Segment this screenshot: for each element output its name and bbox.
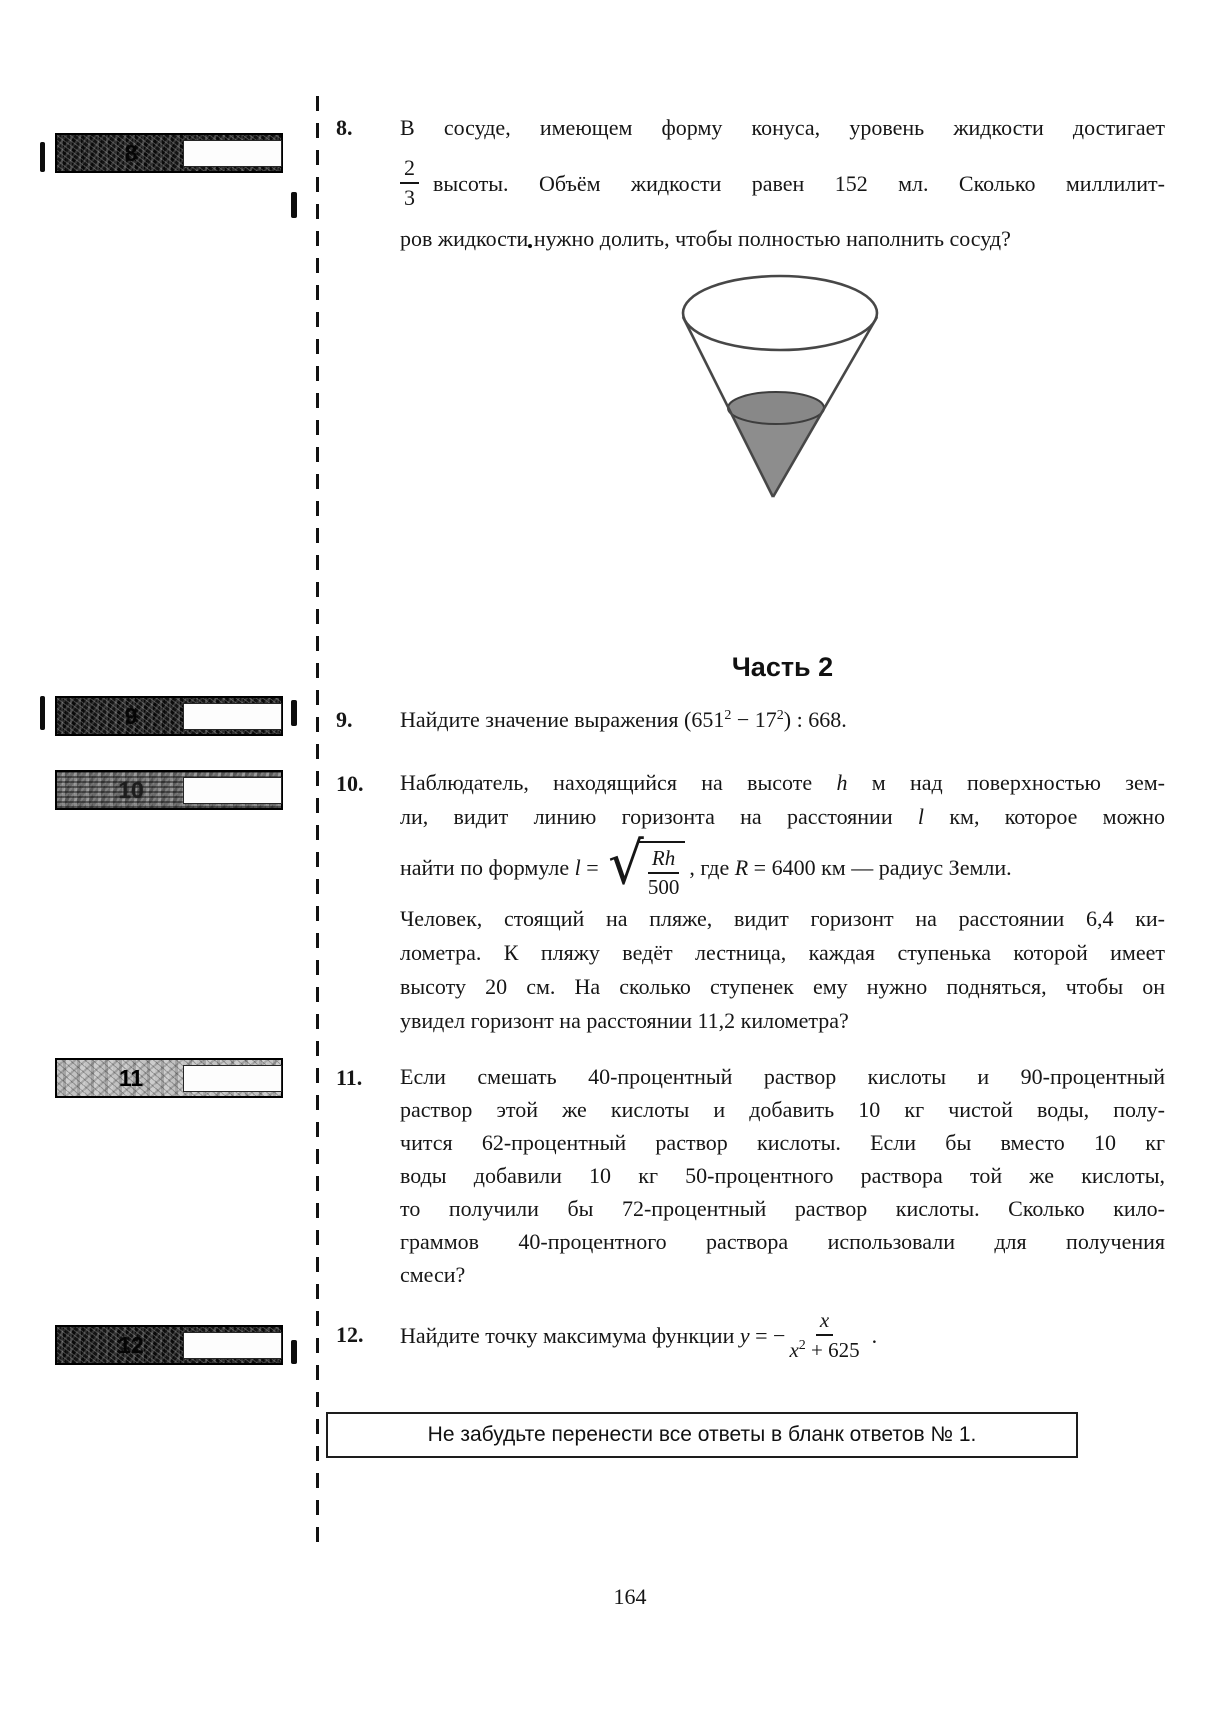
- text-line: Если смешать 40-процентный раствор кислоты и 90-процентный: [400, 1064, 1165, 1089]
- answer-box-12: [55, 1325, 283, 1365]
- text-line: ров жидкости нужно долить, чтобы полностью наполнить сосуд?: [400, 226, 1011, 251]
- math-var-R: R: [734, 855, 749, 880]
- text-line: высоту 20 см. На сколько ступенек ему нужно подняться, чтобы он: [400, 974, 1165, 999]
- text-line: смеси?: [400, 1262, 466, 1287]
- text-line: граммов 40-процентного раствора использовали для получения: [400, 1229, 1165, 1254]
- text-line: В сосуде, имеющем форму конуса, уровень жидкости достигает: [400, 115, 1165, 140]
- problem-8: [332, 110, 1165, 256]
- problem-12: [332, 1302, 1165, 1368]
- answer-box-8: [55, 133, 283, 173]
- answer-slot: [183, 703, 282, 730]
- page-number: 164: [613, 1584, 647, 1609]
- text-line: раствор этой же кислоты и добавить 10 кг чистой воды, полу-: [400, 1097, 1165, 1122]
- problem-9: [332, 702, 1165, 737]
- scan-artifact: [291, 192, 297, 218]
- math-var-l: l: [574, 855, 581, 880]
- dashed-fold-line: [316, 96, 319, 1548]
- answer-slot: [183, 1065, 282, 1092]
- math-var-h: h: [836, 770, 848, 795]
- scan-artifact: [291, 700, 297, 726]
- cone-figure: [615, 250, 945, 515]
- answer-box-number: 11: [118, 1065, 144, 1091]
- problem-number: 9.: [336, 707, 353, 732]
- text-line: воды добавили 10 кг 50-процентного раствора той же кислоты,: [400, 1163, 1165, 1188]
- text-line: увидел горизонт на расстоянии 11,2 километра?: [400, 1008, 849, 1033]
- scan-artifact: [40, 696, 45, 730]
- formula-line: найти по формуле l = √ $\frac{Rh}{500}$ , где R = 6400 км — радиус Земли.: [400, 830, 1012, 899]
- formula-line: Найдите точку максимума функции y = − $\frac{x}{x^2 + 625}$ .: [400, 1308, 878, 1362]
- reminder-note-text: Не забудьте перенести все ответы в бланк ответов № 1.: [427, 1423, 977, 1446]
- text-line: Найдите значение выражения $(651^2 - 17^2)$ : 668.: [400, 707, 847, 732]
- radical-sign: √: [608, 830, 644, 899]
- answer-slot: [183, 140, 282, 167]
- superscript: 2: [724, 708, 732, 723]
- answer-box-10: [55, 770, 283, 810]
- superscript: 2: [776, 708, 784, 723]
- text-line: то получили бы 72-процентный раствор кислоты. Сколько кило-: [400, 1196, 1165, 1221]
- answer-box-9: [55, 696, 283, 736]
- text-line: ли, видит линию горизонта на расстоянии l км, которое можно: [400, 804, 1166, 829]
- reminder-note-box: [326, 1412, 1078, 1458]
- scan-artifact: [291, 1340, 297, 1364]
- text-line: лометра. К пляжу ведёт лестница, каждая ступенька которой имеет: [400, 940, 1165, 965]
- math-var-l: l: [917, 804, 925, 829]
- fraction-x-over-x2-625: $\frac{x}{x^2 + 625}$: [789, 1308, 860, 1362]
- problem-number: 8.: [336, 115, 353, 140]
- answer-slot: [183, 777, 282, 804]
- section-heading-part-2: Часть 2: [731, 652, 834, 682]
- superscript: 2: [798, 1338, 806, 1353]
- math-var-y: y: [739, 1322, 750, 1348]
- problem-10: [332, 766, 1165, 1038]
- text-line: Наблюдатель, находящийся на высоте h м над поверхностью зем-: [400, 770, 1166, 795]
- problem-11: [332, 1060, 1165, 1291]
- answer-box-number: 12: [118, 1332, 144, 1358]
- fraction-two-thirds: $\frac{2}{3}$: [400, 155, 419, 211]
- text-line: Человек, стоящий на пляже, видит горизонт на расстоянии 6,4 ки-: [400, 906, 1165, 931]
- answer-box-11: [55, 1058, 283, 1098]
- sqrt-formula: [608, 830, 685, 900]
- answer-box-number: 8: [124, 140, 138, 166]
- problem-number: 11.: [336, 1065, 363, 1090]
- problem-number: 10.: [336, 771, 364, 796]
- text-line: высоты. Объём жидкости равен 152 мл. Сколько миллилит-: [433, 170, 1165, 196]
- text-line: [400, 145, 1165, 221]
- answer-box-number: 10: [118, 777, 144, 803]
- scan-artifact: [40, 142, 45, 172]
- answer-box-number: 9: [124, 703, 138, 729]
- problem-number: 12.: [336, 1322, 364, 1347]
- fraction-Rh-500: $\frac{Rh}{500}$: [647, 846, 680, 899]
- text-line: чится 62-процентный раствор кислоты. Если бы вместо 10 кг: [400, 1130, 1165, 1155]
- answer-slot: [183, 1332, 282, 1359]
